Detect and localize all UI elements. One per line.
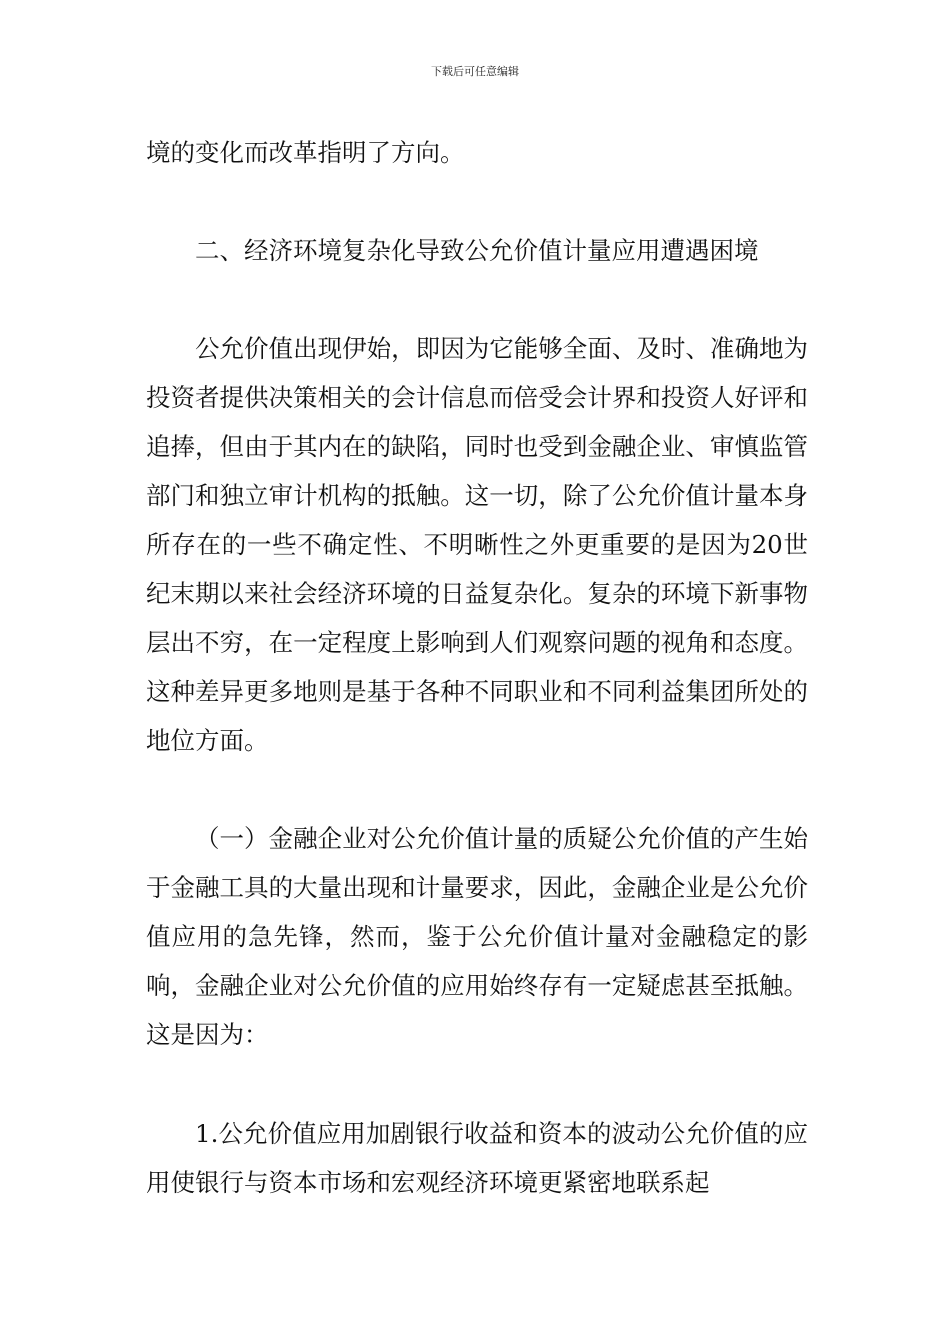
paragraph-financial-enterprises: （一）金融企业对公允价值计量的质疑公允价值的产生始于金融工具的大量出现和计量要求，因此，金融企业是公允价值应用的急先锋，然而，鉴于公允价值计量对金融稳定的影响，金融企业对公允价值的应用始终存有一定疑虑甚至抵触。这是因为： bbox=[146, 824, 808, 1049]
paragraph-item-1: 1.公允价值应用加剧银行收益和资本的波动公允价值的应用使银行与资本市场和宏观经济环境更紧密地联系起 bbox=[146, 1119, 808, 1197]
paragraph-fair-value-intro: 公允价值出现伊始，即因为它能够全面、及时、准确地为投资者提供决策相关的会计信息而倍受会计界和投资人好评和追捧，但由于其内在的缺陷，同时也受到金融企业、审慎监管部门和独立审计机构的抵触。这一切，除了公允价值计量本身所存在的一些不确定性、不明晰性之外更重要的是因为20世纪末期以来社会经济环境的日益复杂化。复杂的环境下新事物层出不穷，在一定程度上影响到人们观察问题的视角和态度。这种差异更多地则是基于各种不同职业和不同利益集团所处的地位方面。 bbox=[146, 334, 808, 755]
section-heading: 二、经济环境复杂化导致公允价值计量应用遭遇困境 bbox=[195, 236, 759, 265]
paragraph-continuation: 境的变化而改革指明了方向。 bbox=[146, 138, 465, 167]
page-header-note: 下载后可任意编辑 bbox=[431, 65, 519, 78]
